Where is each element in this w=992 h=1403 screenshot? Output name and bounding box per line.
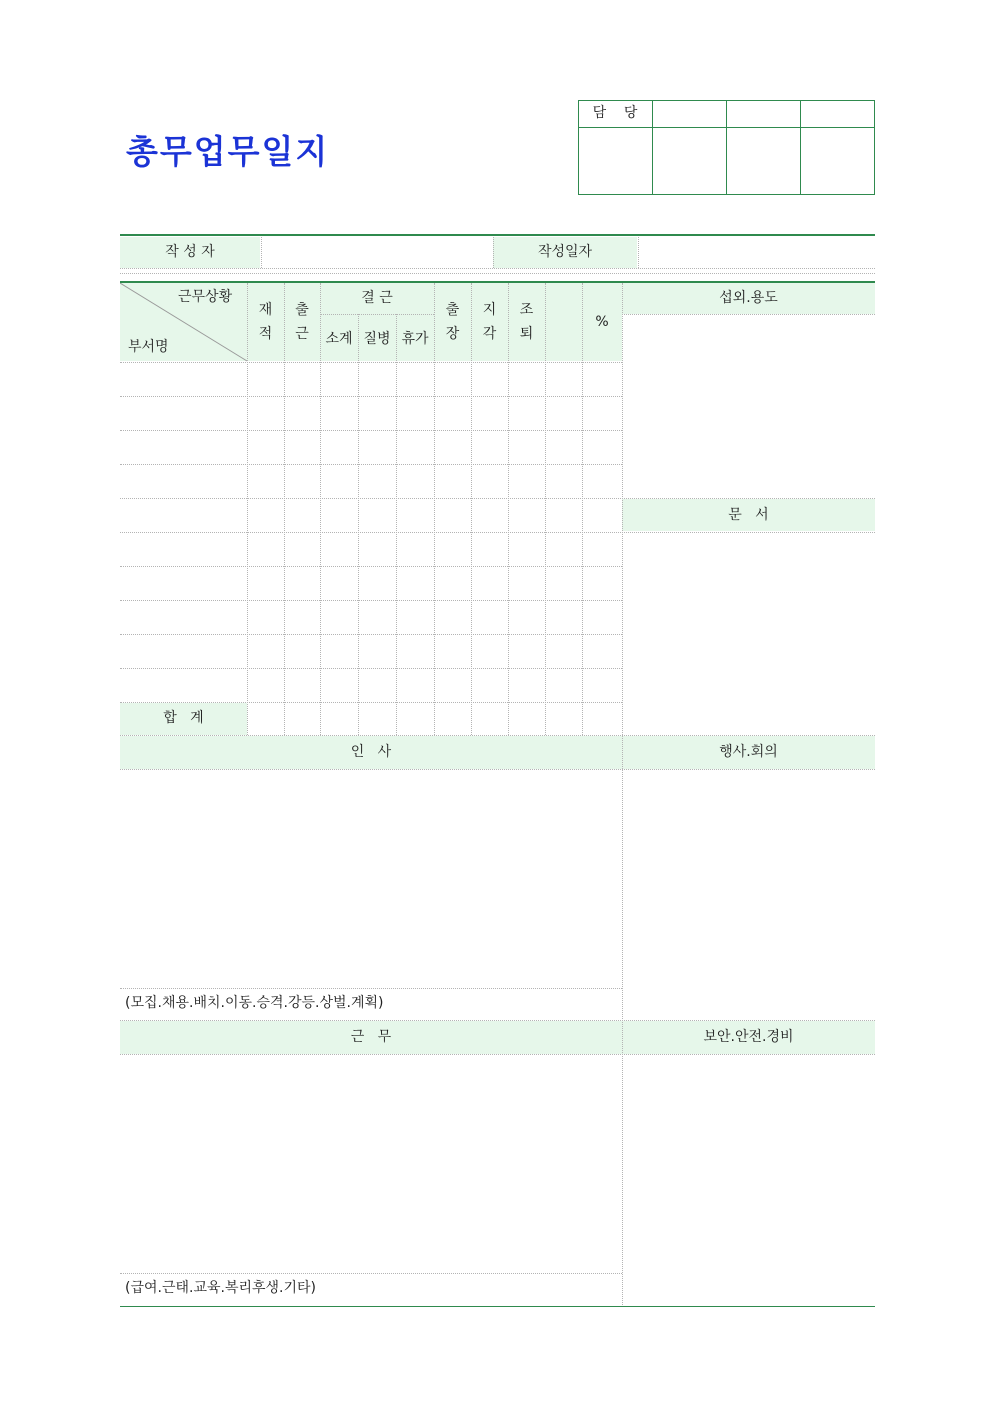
section-munseo: 문 서 xyxy=(728,507,769,523)
col-jotoe-1: 조 xyxy=(519,302,534,318)
section-seopoe: 섭외.용도 xyxy=(719,290,778,306)
insa-note: (모집.채용.배치.이동.승격.강등.상벌.계획) xyxy=(125,995,384,1011)
boan-content-area[interactable] xyxy=(623,1055,875,1305)
munseo-content-area[interactable] xyxy=(623,533,875,735)
col-chuljang-1: 출 xyxy=(445,302,460,318)
sub-jilbyeong: 질병 xyxy=(363,331,391,347)
col-jaejeok-2: 적 xyxy=(258,326,273,342)
section-haengsa: 행사.회의 xyxy=(719,744,778,760)
col-chulgeun-1: 출 xyxy=(295,302,309,318)
section-insa: 인 사 xyxy=(350,744,392,760)
header-work-status: 근무상황 xyxy=(178,289,233,305)
approval-stamp-2[interactable] xyxy=(653,128,726,194)
insa-content-area[interactable] xyxy=(121,770,621,987)
approval-stamp-4[interactable] xyxy=(801,128,874,194)
section-geunmu: 근 무 xyxy=(350,1029,392,1045)
section-boan: 보안.안전.경비 xyxy=(703,1029,794,1045)
haengsa-content-area[interactable] xyxy=(623,770,875,1020)
sub-hyuga: 휴가 xyxy=(401,331,429,347)
approval-stamp-1[interactable] xyxy=(579,128,652,194)
header-department: 부서명 xyxy=(128,339,169,355)
col-jigak-2: 각 xyxy=(482,326,497,342)
col-jaejeok-1: 재 xyxy=(258,302,273,318)
col-percent: % xyxy=(595,314,609,330)
col-jigak-1: 지 xyxy=(482,302,497,318)
col-chuljang-2: 장 xyxy=(445,326,460,342)
geunmu-note: (급여.근태.교육.복리후생.기타) xyxy=(125,1280,317,1296)
col-jotoe-2: 퇴 xyxy=(519,326,534,342)
date-label: 작성일자 xyxy=(537,244,593,260)
seopoe-content-area[interactable] xyxy=(623,315,875,498)
approval-header: 담 당 xyxy=(592,105,638,121)
approval-stamp-3[interactable] xyxy=(727,128,800,194)
col-chulgeun-2: 근 xyxy=(295,326,309,342)
author-label: 작 성 자 xyxy=(165,244,215,260)
geunmu-content-area[interactable] xyxy=(121,1055,621,1272)
page-title: 총무업무일지 xyxy=(126,132,330,171)
total-label: 합 계 xyxy=(163,710,204,726)
col-gyeolgeun: 결 근 xyxy=(361,290,393,306)
sub-sogye: 소계 xyxy=(325,331,353,347)
